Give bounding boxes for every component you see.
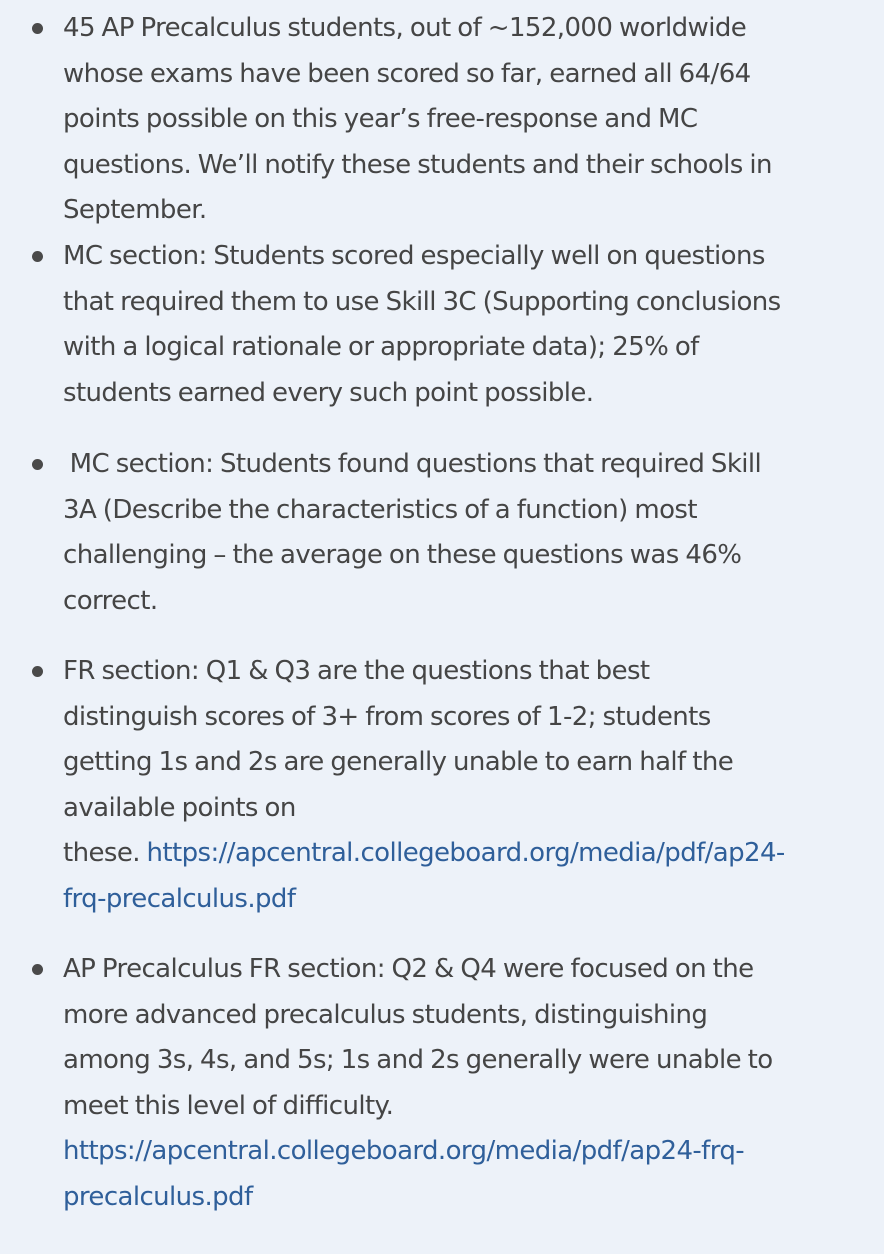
text-line: available points on: [63, 792, 296, 823]
text-line: September.: [63, 195, 207, 226]
text-line: getting 1s and 2s are generally unable to earn half the: [63, 747, 734, 778]
text-line: MC section: Students scored especially well on questions: [63, 241, 765, 271]
text-line: with a logical rationale or appropriate data); 25% of: [63, 332, 699, 363]
text-line: whose exams have been scored so far, earned all 64/64: [63, 58, 751, 89]
bullet-item-mc-skill-3a: [63, 442, 875, 624]
text-line: FR section: Q1 & Q3 are the questions that best: [63, 656, 650, 686]
text-line: students earned every such point possible.: [63, 377, 594, 408]
text-line: points possible on this year’s free-response and MC: [63, 104, 698, 135]
bullet-dot-icon: [32, 23, 43, 34]
text-line: [63, 831, 875, 877]
text-line: questions. We’ll notify these students and their schools in: [63, 149, 772, 180]
text-line: AP Precalculus FR section: Q2 & Q4 were focused on the: [63, 954, 754, 984]
frq-pdf-link[interactable]: https://apcentral.collegeboard.org/media/pdf/ap24-frq-: [63, 1136, 745, 1167]
text-line: more advanced precalculus students, distinguishing: [63, 999, 708, 1030]
text-line: correct.: [63, 585, 158, 616]
frq-pdf-link[interactable]: https://apcentral.collegeboard.org/media/pdf/ap24-: [146, 838, 785, 869]
bullet-dot-icon: [32, 251, 43, 262]
bullet-item-fr-q2-q4: [63, 947, 875, 1221]
text-line: distinguish scores of 3+ from scores of 1-2; students: [63, 701, 711, 732]
bullet-item-mc-skill-3c: [63, 234, 875, 416]
text-line: 45 AP Precalculus students, out of ~152,000 worldwide: [63, 13, 747, 43]
text-line: challenging – the average on these questions was 46%: [63, 540, 742, 571]
text-line: [63, 877, 875, 923]
bullet-dot-icon: [32, 964, 43, 975]
text-line: MC section: Students found questions that required Skill: [63, 449, 762, 479]
text-line: 3A (Describe the characteristics of a function) most: [63, 494, 697, 525]
text-line: [63, 1175, 875, 1221]
text-line: [63, 1129, 875, 1175]
text-line: that required them to use Skill 3C (Supporting conclusions: [63, 286, 781, 317]
text-prefix: these.: [63, 838, 147, 869]
text-line: among 3s, 4s, and 5s; 1s and 2s generally were unable to: [63, 1045, 773, 1076]
bullet-item-perfect-scores: [63, 6, 875, 234]
frq-pdf-link-continued[interactable]: precalculus.pdf: [63, 1181, 253, 1212]
bullet-item-fr-q1-q3: [63, 649, 875, 923]
bullet-dot-icon: [32, 459, 43, 470]
bullet-dot-icon: [32, 666, 43, 677]
frq-pdf-link-continued[interactable]: frq-precalculus.pdf: [63, 883, 296, 914]
text-line: meet this level of difficulty.: [63, 1090, 394, 1121]
